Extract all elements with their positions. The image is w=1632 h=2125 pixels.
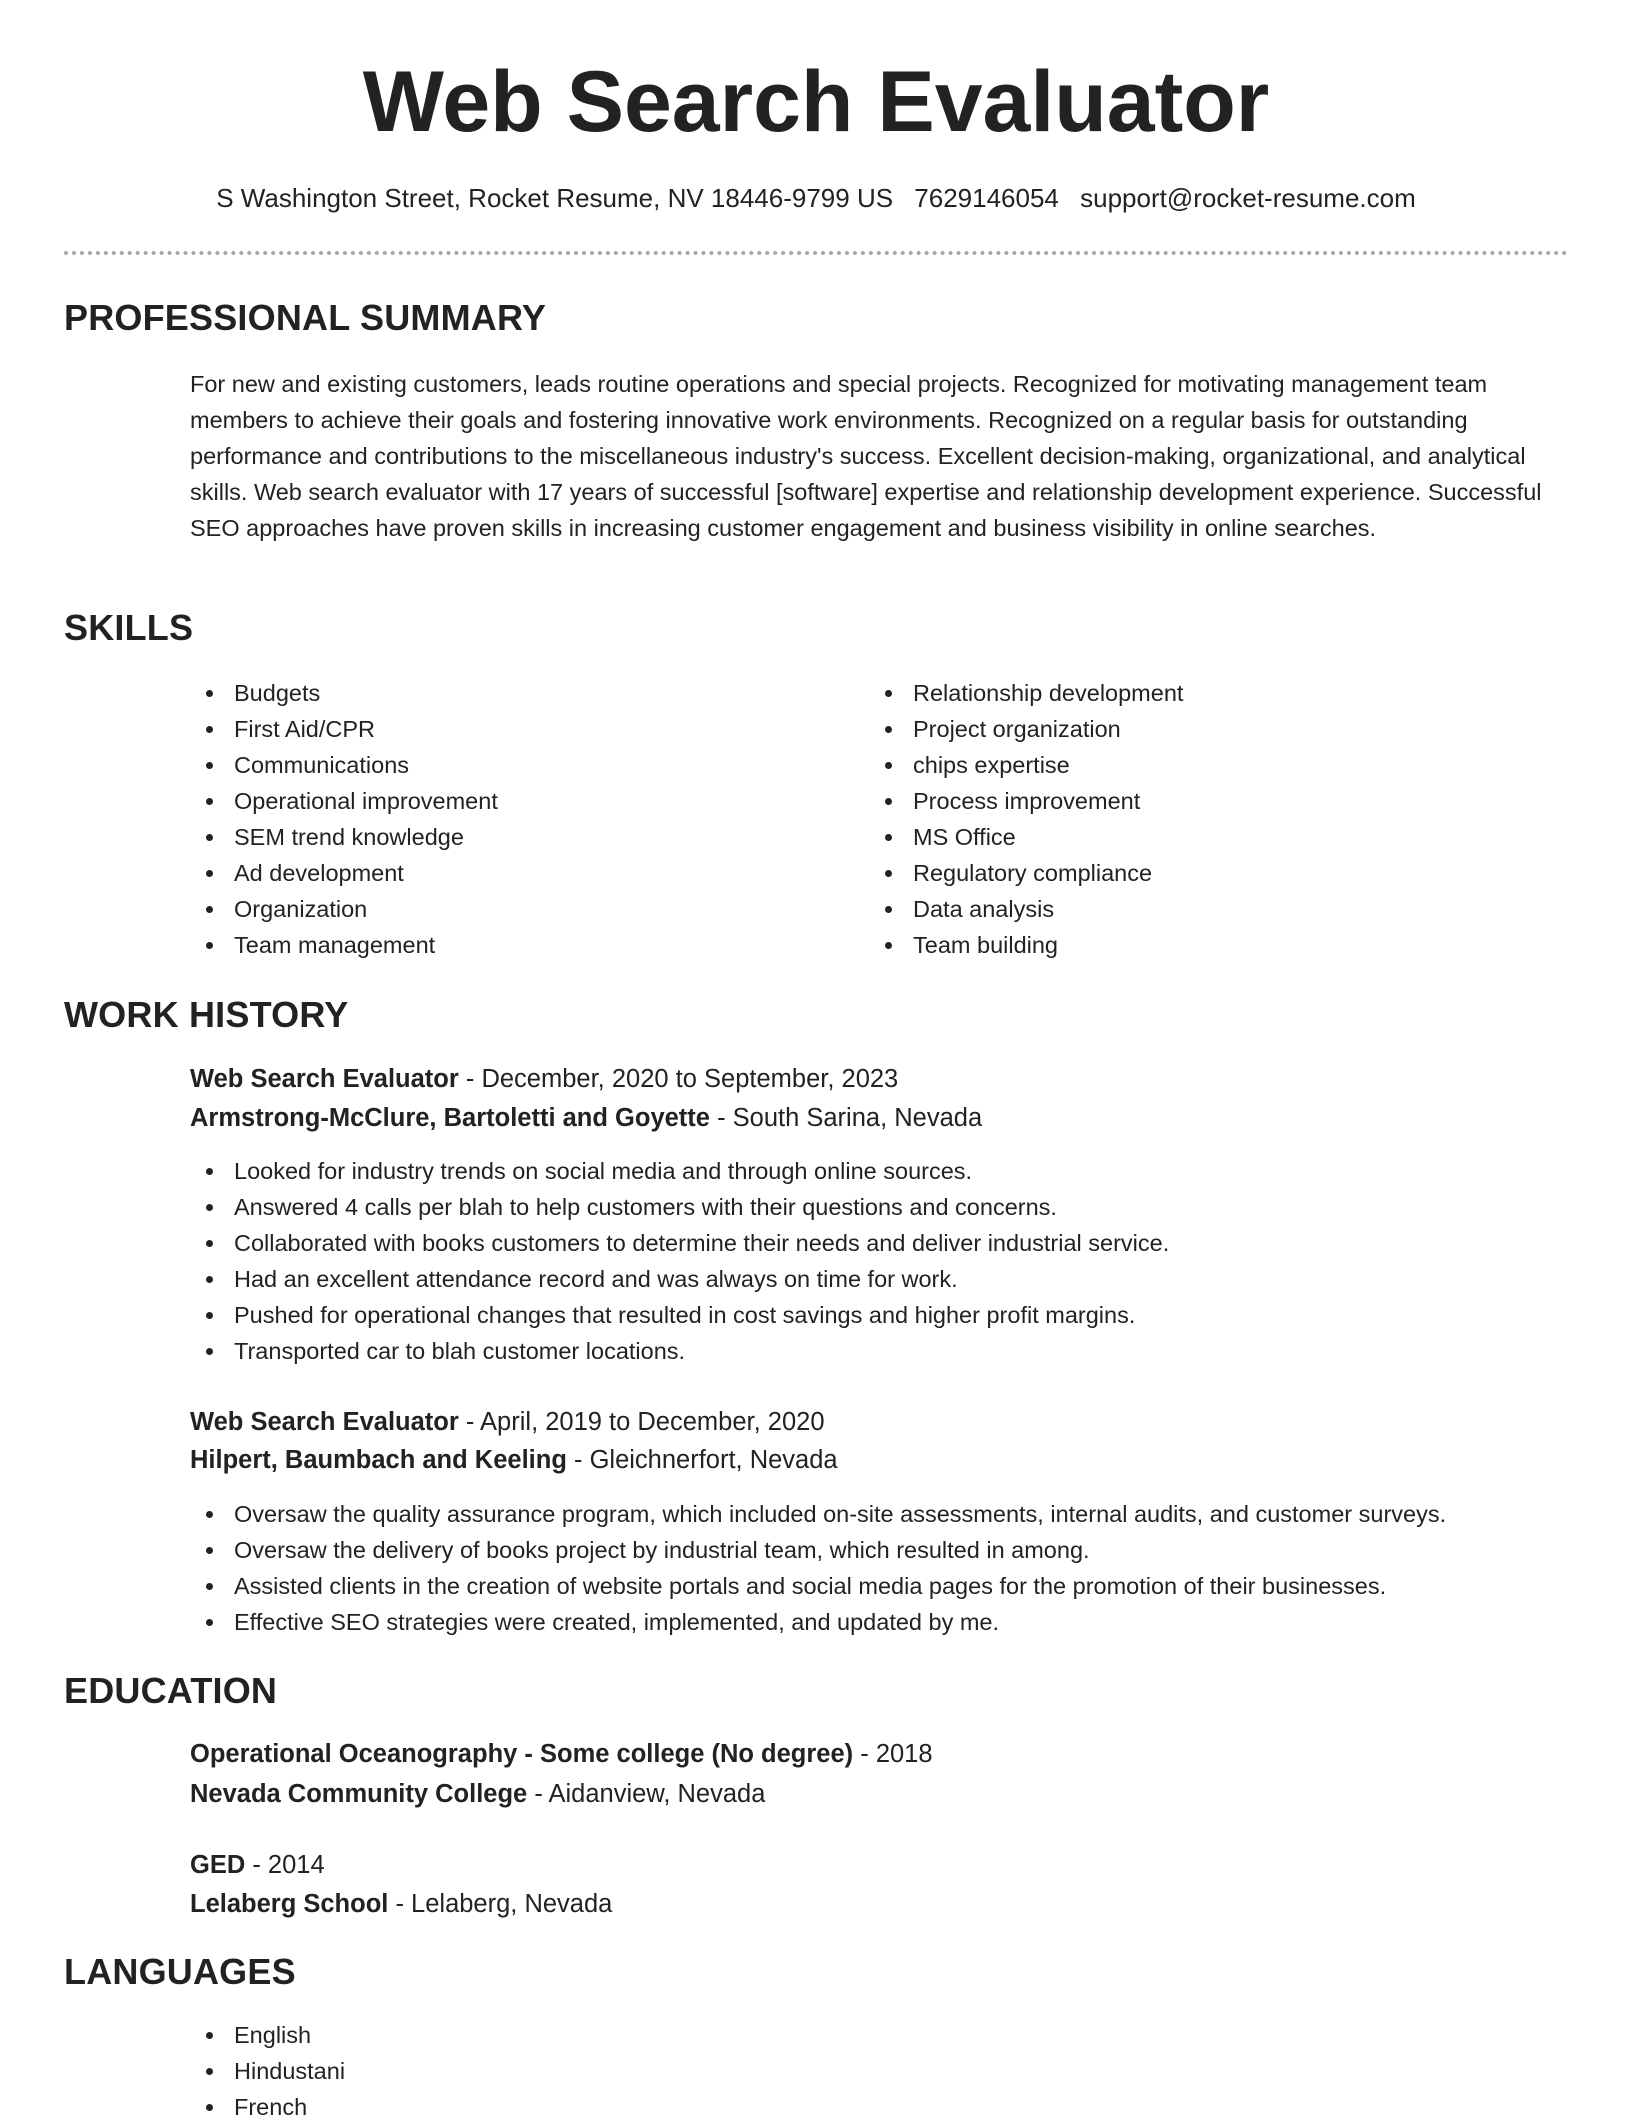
education-school: Nevada Community College (190, 1780, 528, 1808)
job-location: - South Sarina, Nevada (709, 1104, 983, 1132)
job-title-line (190, 1061, 898, 1097)
job-location: - Gleichnerfort, Nevada (566, 1446, 838, 1474)
job-title-line (190, 1404, 825, 1440)
job-bullet: Collaborated with books customers to determine their needs and deliver industrial service. (190, 1225, 1580, 1261)
job-company-line (190, 1442, 838, 1478)
job-bullet: Pushed for operational changes that resulted in cost savings and higher profit margins. (190, 1297, 1580, 1333)
header-divider (64, 251, 1568, 255)
job-bullet: Transported car to blah customer locations. (190, 1333, 1580, 1369)
skill-item: Team management (190, 927, 830, 963)
section-title-work-history: WORK HISTORY (64, 994, 349, 1035)
summary-text: For new and existing customers, leads routine operations and special projects. Recognized for motivating management team members to achieve their goals and fostering innovative work environments. Recognized on a regular basis for outstanding performance and contributions to the miscellaneous industry's success. Excellent decision-making, organizational, and analytical skills. Web search evaluator with 17 years of successful [software] expertise and relationship development experience. Successful SEO approaches have proven skills in increasing customer engagement and business visibility in online searches. (190, 371, 1542, 541)
job-bullet: Had an excellent attendance record and was always on time for work. (190, 1261, 1580, 1297)
job-responsibilities (190, 1153, 1580, 1369)
job-bullet: Assisted clients in the creation of website portals and social media pages for the promotion of their businesses. (190, 1568, 1580, 1604)
skills-list-right (869, 675, 1569, 963)
education-degree: Operational Oceanography - Some college (No degree) (190, 1740, 854, 1768)
job-company: Armstrong-McClure, Bartoletti and Goyette (190, 1104, 710, 1132)
job-company-line (190, 1100, 982, 1136)
education-school-line (190, 1886, 612, 1922)
job-company: Hilpert, Baumbach and Keeling (190, 1446, 567, 1474)
skill-item: Organization (190, 891, 830, 927)
education-degree: GED (190, 1851, 246, 1879)
section-title-languages: LANGUAGES (64, 1951, 296, 1992)
job-bullet: Oversaw the delivery of books project by industrial team, which resulted in among. (190, 1532, 1580, 1568)
education-school: Lelaberg School (190, 1890, 389, 1918)
contact-email[interactable]: support@rocket-resume.com (1080, 183, 1416, 213)
education-degree-line (190, 1736, 933, 1772)
skill-item: Budgets (190, 675, 830, 711)
job-bullet: Effective SEO strategies were created, implemented, and updated by me. (190, 1604, 1580, 1640)
job-bullet: Oversaw the quality assurance program, which included on-site assessments, internal audits, and customer surveys. (190, 1496, 1580, 1532)
skill-item: Ad development (190, 855, 830, 891)
job-dates: - April, 2019 to December, 2020 (458, 1408, 825, 1436)
skill-item: Process improvement (869, 783, 1569, 819)
education-year: - 2014 (245, 1851, 325, 1879)
job-responsibilities (190, 1496, 1580, 1640)
job-dates: - December, 2020 to September, 2023 (458, 1065, 899, 1093)
skill-item: Project organization (869, 711, 1569, 747)
education-location: - Lelaberg, Nevada (388, 1890, 613, 1918)
section-title-skills: SKILLS (64, 607, 194, 648)
contact-line (0, 180, 1632, 216)
skill-item: Data analysis (869, 891, 1569, 927)
language-item: English (190, 2017, 1580, 2053)
contact-phone: 7629146054 (914, 183, 1059, 213)
contact-address: S Washington Street, Rocket Resume, NV 18446-9799 US (216, 183, 894, 213)
skill-item: Regulatory compliance (869, 855, 1569, 891)
skill-item: chips expertise (869, 747, 1569, 783)
education-degree-line (190, 1847, 325, 1883)
skill-item: First Aid/CPR (190, 711, 830, 747)
section-title-education: EDUCATION (64, 1670, 278, 1711)
skill-item: Communications (190, 747, 830, 783)
job-role: Web Search Evaluator (190, 1408, 459, 1436)
skill-item: Operational improvement (190, 783, 830, 819)
section-title-summary: PROFESSIONAL SUMMARY (64, 297, 547, 338)
candidate-name: Web Search Evaluator (362, 54, 1270, 150)
job-bullet: Looked for industry trends on social media and through online sources. (190, 1153, 1580, 1189)
job-role: Web Search Evaluator (190, 1065, 459, 1093)
education-location: - Aidanview, Nevada (527, 1780, 766, 1808)
skill-item: SEM trend knowledge (190, 819, 830, 855)
education-school-line (190, 1776, 765, 1812)
languages-list (190, 2017, 1580, 2125)
language-item: French (190, 2089, 1580, 2125)
skill-item: Team building (869, 927, 1569, 963)
skill-item: MS Office (869, 819, 1569, 855)
language-item: Hindustani (190, 2053, 1580, 2089)
job-bullet: Answered 4 calls per blah to help customers with their questions and concerns. (190, 1189, 1580, 1225)
skill-item: Relationship development (869, 675, 1569, 711)
skills-list-left (190, 675, 830, 963)
education-year: - 2018 (853, 1740, 933, 1768)
